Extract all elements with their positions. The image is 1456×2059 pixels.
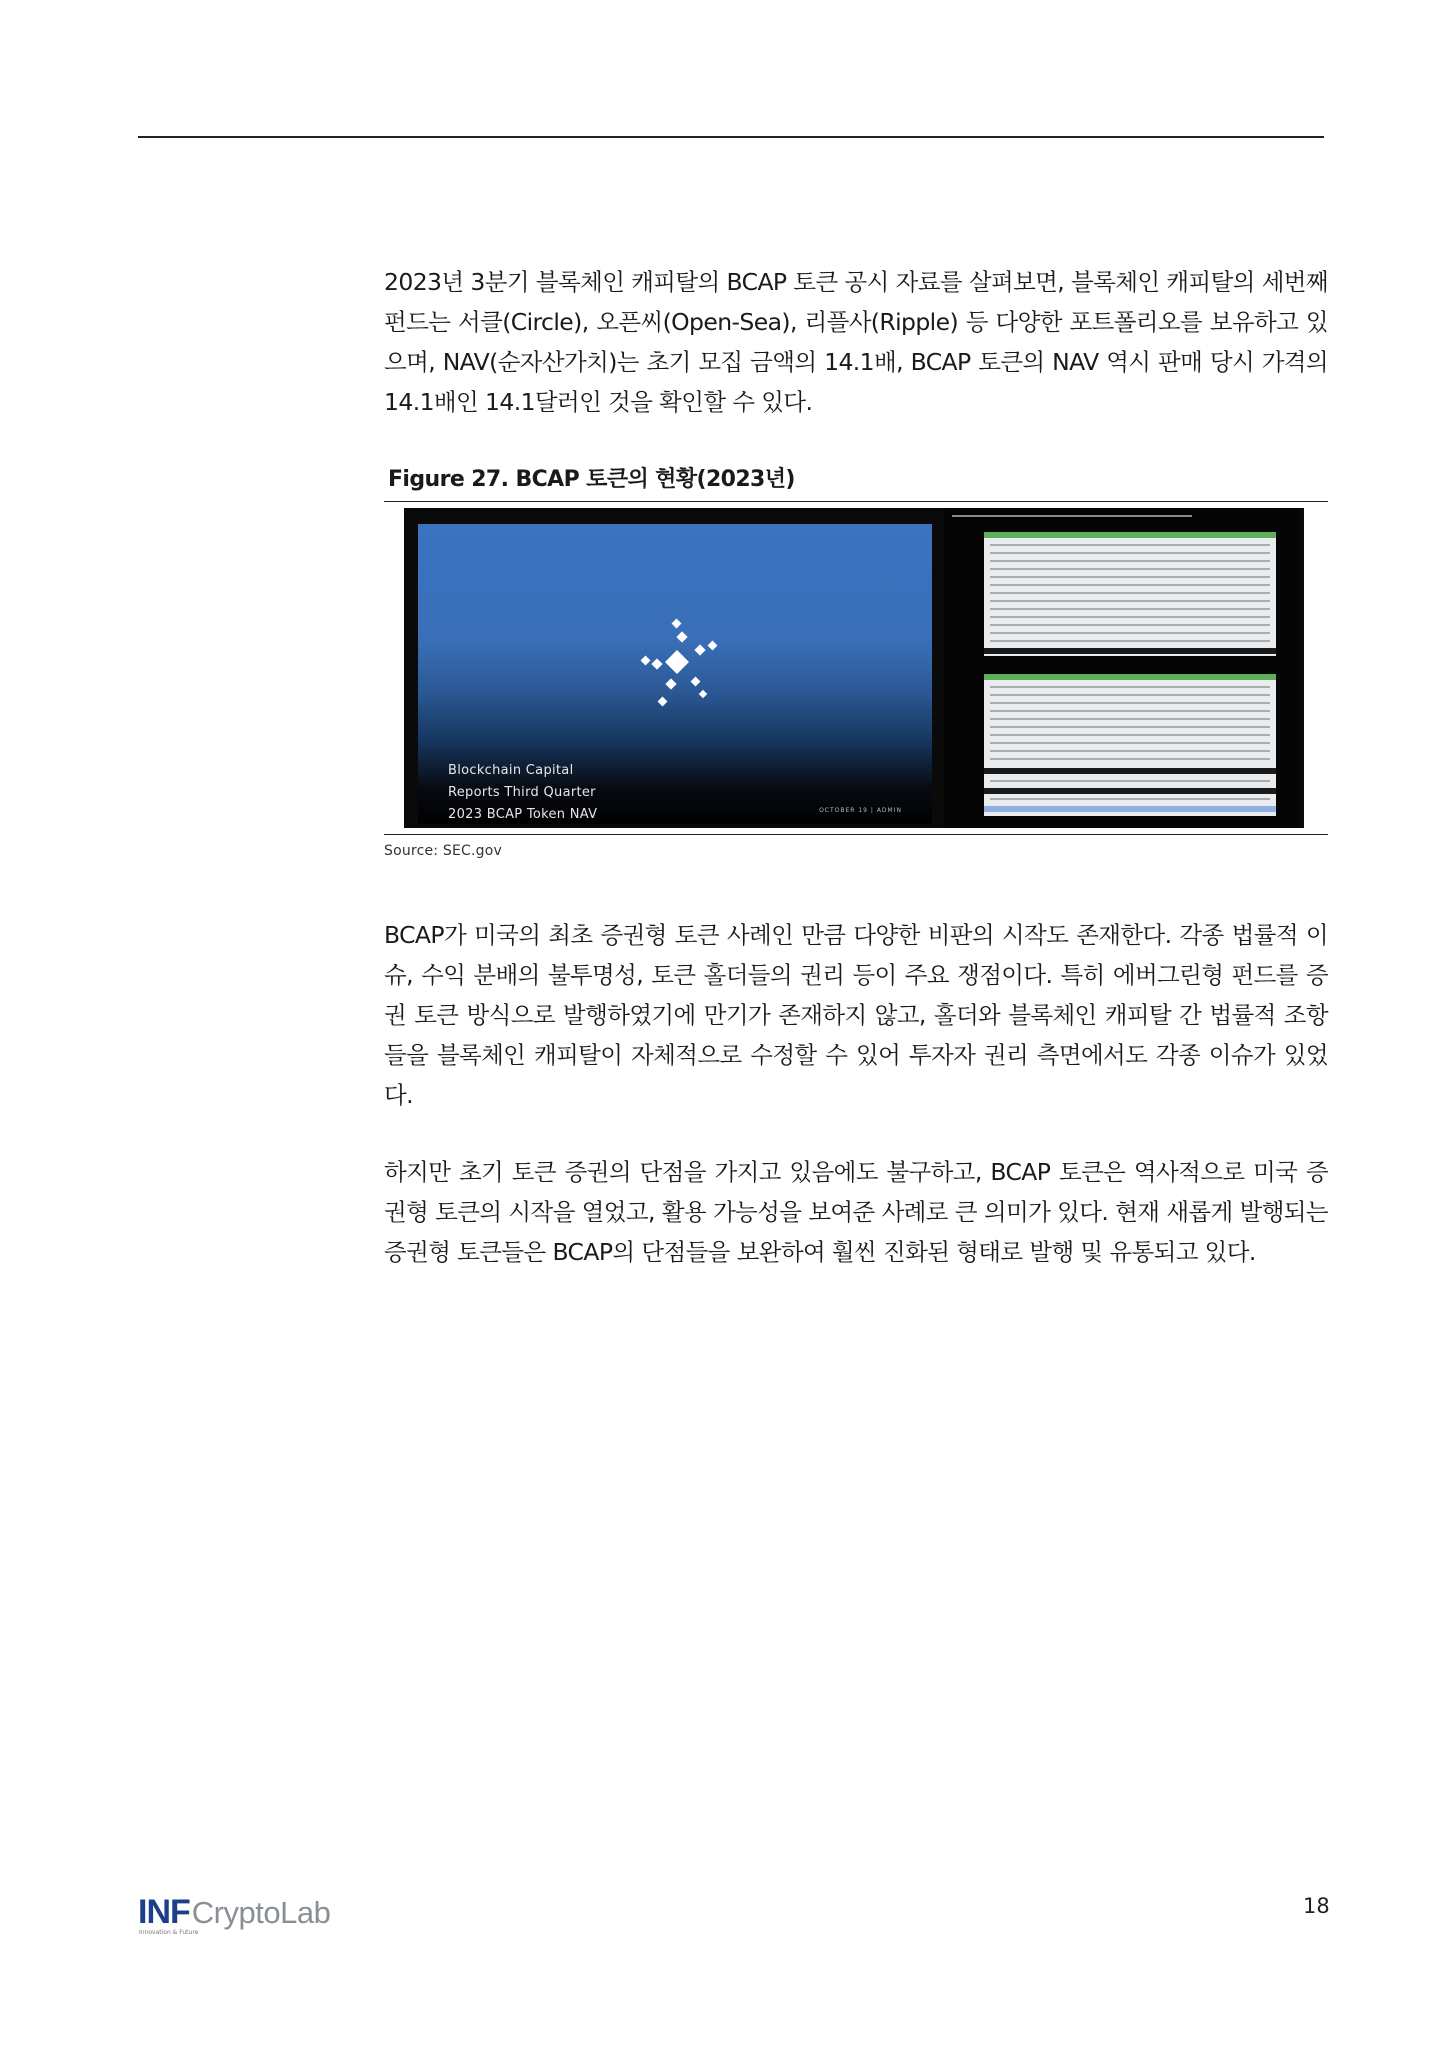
blog-post-meta: OCTOBER 19 | ADMIN	[819, 807, 902, 814]
figure-source: Source: SEC.gov	[384, 843, 502, 859]
figure-image	[404, 508, 1304, 828]
caption-line-1: Blockchain Capital	[448, 763, 574, 778]
figure-title: Figure 27. BCAP 토큰의 현황(2023년)	[388, 467, 795, 492]
blockchain-capital-logo-icon	[622, 602, 732, 722]
figure-rule-top	[384, 501, 1328, 502]
crypto-assets-table	[984, 674, 1276, 816]
blog-post-thumbnail	[418, 524, 932, 824]
paragraph-significance: 하지만 초기 토큰 증권의 단점을 가지고 있음에도 불구하고, BCAP 토큰은 역사적으로 미국 증권형 토큰의 시작을 열었고, 활용 가능성을 보여준 사례로 큰 의미가 있다. 현재 새롭게 발행되는 증권형 토큰들은 BCAP의 단점들을 보완하여 훨씬 진화된 형태로 발행 및 유통되고 있다.	[384, 1158, 1328, 1266]
figure-rule-bottom	[384, 834, 1328, 835]
logo-secondary: CryptoLab	[191, 1895, 331, 1930]
caption-line-2: Reports Third Quarter	[448, 785, 596, 800]
header-rule	[138, 136, 1324, 138]
table-heading-text	[952, 514, 1292, 519]
blog-post-caption	[448, 760, 597, 826]
logo-primary: INF	[138, 1893, 190, 1931]
inf-cryptolab-logo	[138, 1893, 331, 1936]
portfolio-table	[984, 532, 1276, 656]
paragraph-nav-summary: 2023년 3분기 블록체인 캐피탈의 BCAP 토큰 공시 자료를 살펴보면, 블록체인 캐피탈의 세번째 펀드는 서클(Circle), 오픈씨(Open-Sea), 리플사(Ripple) 등 다양한 포트폴리오를 보유하고 있으며, NAV(순자산가치)는 초기 모집 금액의 14.1배, BCAP 토큰의 NAV 역시 판매 당시 가격의 14.1배인 14.1달러인 것을 확인할 수 있다.	[384, 268, 1328, 416]
paragraph-criticism: BCAP가 미국의 최초 증권형 토큰 사례인 만큼 다양한 비판의 시작도 존재한다. 각종 법률적 이슈, 수익 분배의 불투명성, 토큰 홀더들의 권리 등이 주요 쟁점이다. 특히 에버그린형 펀드를 증권 토큰 방식으로 발행하였기에 만기가 존재하지 않고, 홀더와 블록체인 캐피탈 간 법률적 조항들을 블록체인 캐피탈이 자체적으로 수정할 수 있어 투자자 권리 측면에서도 각종 이슈가 있었다.	[384, 921, 1328, 1109]
logo-tagline: Innovation & Future	[139, 1929, 199, 1936]
caption-line-3: 2023 BCAP Token NAV	[448, 807, 598, 822]
page-number: 18	[1303, 1894, 1330, 1918]
nav-tables-image	[944, 508, 1300, 828]
